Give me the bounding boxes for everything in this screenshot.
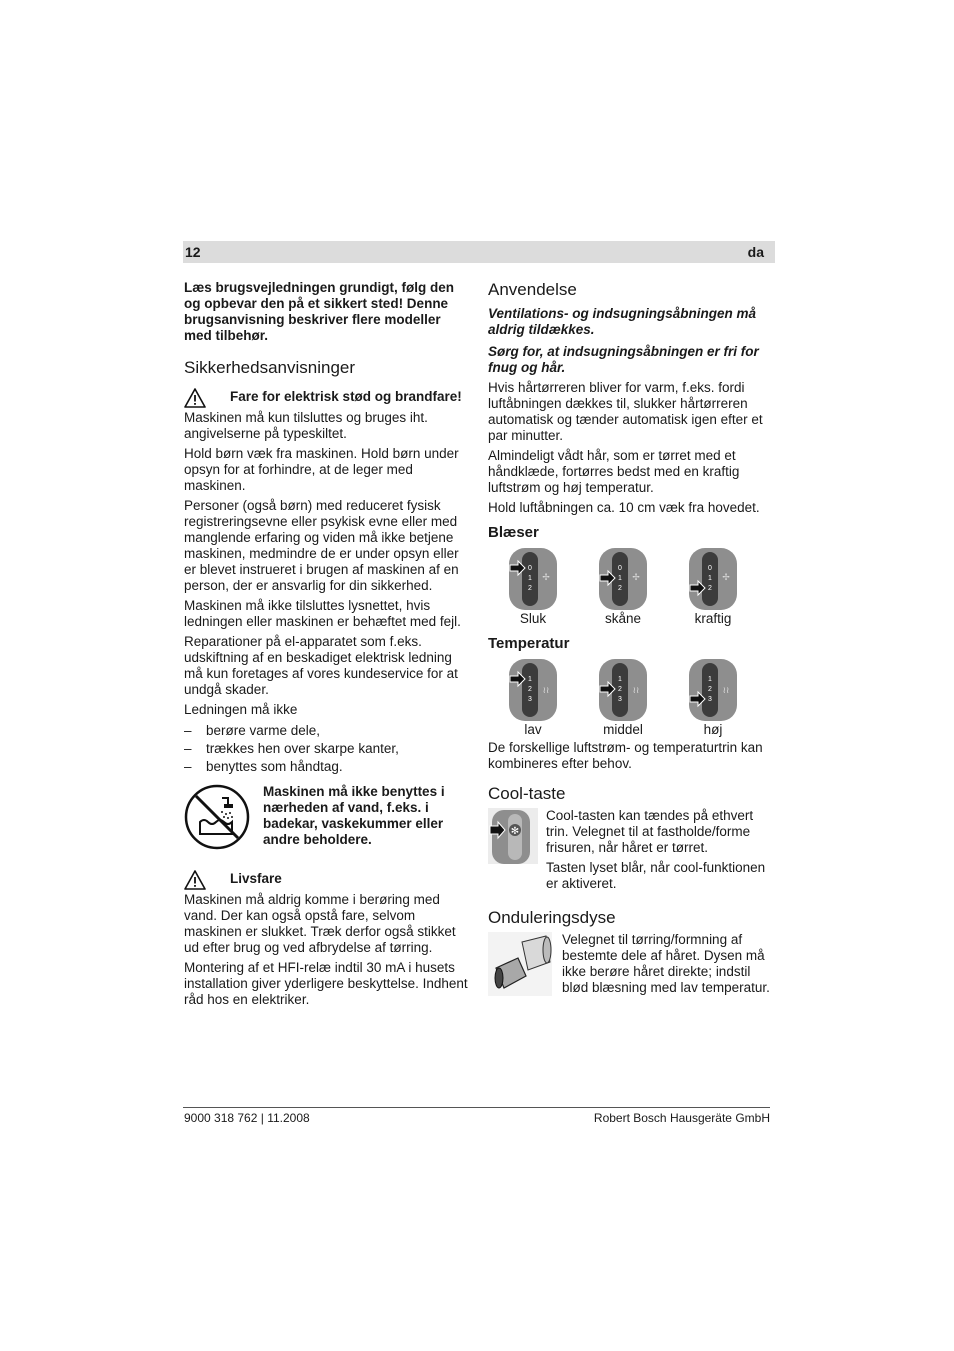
cool-paragraph: Tasten lyset blår, når cool-funktionen er aktiveret. xyxy=(546,860,766,891)
safety-paragraph: Maskinen må aldrig komme i berøring med vand. Der kan også opstå fare, selvom maskinen er slukket. Træk derfor også stikket ud efter brug og ved afbrydelse af tørring. xyxy=(184,892,456,955)
switch-dial-icon xyxy=(508,659,558,721)
svg-text:≀≀: ≀≀ xyxy=(542,686,550,696)
usage-paragraph: Hvis hårtørreren bliver for varm, f.eks. fordi luftåbningen dækkes til, slukker hårtørreren automatisk og tænder automatisk igen efter et par minutter. xyxy=(488,380,763,443)
cool-title: Cool-taste xyxy=(488,784,566,803)
intro-text: Læs brugsvejledningen grundigt, følg den og opbevar den på et sikkert sted! Denne brugsanvisning beskriver flere modeller med tilbehør. xyxy=(184,280,454,343)
cord-list xyxy=(184,722,468,776)
page-number: 12 xyxy=(185,244,201,260)
right-column xyxy=(488,280,775,1012)
svg-text:≀≀: ≀≀ xyxy=(722,686,730,696)
nozzle-text xyxy=(562,932,775,1000)
temperature-dials xyxy=(488,659,758,738)
svg-text:3: 3 xyxy=(618,696,622,703)
blower-label: skåne xyxy=(604,611,642,626)
cool-button-icon xyxy=(488,808,538,864)
safety-paragraph: Hold børn væk fra maskinen. Hold børn under opsyn for at forhindre, at de leger med maskinen. xyxy=(184,446,459,493)
no-water-icon xyxy=(184,784,250,850)
svg-text:1: 1 xyxy=(618,676,622,683)
warning-life xyxy=(184,870,468,890)
svg-text:2: 2 xyxy=(618,585,622,592)
temperature-label: lav xyxy=(524,722,542,737)
blower-label: Sluk xyxy=(519,611,547,626)
svg-text:1: 1 xyxy=(528,575,532,582)
svg-text:1: 1 xyxy=(618,575,622,582)
svg-text:0: 0 xyxy=(528,565,532,572)
footer-divider xyxy=(183,1107,770,1108)
switch-dial-icon xyxy=(688,659,738,721)
blower-label: kraftig xyxy=(694,611,732,626)
svg-text:1: 1 xyxy=(528,676,532,683)
svg-text:≀≀: ≀≀ xyxy=(632,686,640,696)
temperature-dial xyxy=(578,659,668,738)
temperature-dial xyxy=(668,659,758,738)
switch-dial-icon xyxy=(598,548,648,610)
header-bar xyxy=(183,241,775,263)
blower-dials xyxy=(488,548,758,627)
safety-paragraph: Montering af et HFI-relæ indtil 30 mA i husets installation giver yderligere beskyttelse. Indhent råd hos en elektriker. xyxy=(184,960,468,1007)
temperature-label: middel xyxy=(603,722,643,737)
svg-text:3: 3 xyxy=(708,696,712,703)
svg-text:✢: ✢ xyxy=(722,573,730,583)
switch-dial-icon xyxy=(508,548,558,610)
usage-title: Anvendelse xyxy=(488,280,577,299)
temperature-label: høj xyxy=(703,722,723,737)
svg-text:3: 3 xyxy=(528,696,532,703)
cool-text xyxy=(546,808,775,896)
footer-company: Robert Bosch Hausgeräte GmbH xyxy=(593,1111,770,1125)
cool-paragraph: Cool-tasten kan tændes på ethvert trin. Velegnet til at fastholde/forme frisuren, når håret er tørret. xyxy=(546,808,754,855)
footer-doc-number: 9000 318 762 | 11.2008 xyxy=(184,1111,310,1125)
svg-text:2: 2 xyxy=(618,686,622,693)
water-warning xyxy=(184,784,468,850)
warning-triangle-icon xyxy=(184,388,206,408)
language-code: da xyxy=(747,244,764,260)
svg-text:0: 0 xyxy=(618,565,622,572)
svg-text:2: 2 xyxy=(528,585,532,592)
warning-electric-title: Fare for elektrisk stød og brandfare! xyxy=(230,389,462,404)
usage-warning: Sørg for, at indsugningsåbningen er fri for fnug og hår. xyxy=(488,344,759,375)
safety-title: Sikkerhedsanvisninger xyxy=(184,358,356,377)
warning-life-title: Livsfare xyxy=(230,871,282,886)
svg-text:✻: ✻ xyxy=(510,826,520,837)
list-item: – berøre varme dele, xyxy=(184,722,468,740)
svg-text:1: 1 xyxy=(708,676,712,683)
svg-text:✢: ✢ xyxy=(632,573,640,583)
usage-paragraph: Hold luftåbningen ca. 10 cm væk fra hovedet. xyxy=(488,500,760,515)
svg-text:✢: ✢ xyxy=(542,573,550,583)
nozzle-title: Onduleringsdyse xyxy=(488,908,616,927)
combine-text: De forskellige luftstrøm- og temperaturtrin kan kombineres efter behov. xyxy=(488,740,763,771)
warning-triangle-icon xyxy=(184,870,206,890)
safety-paragraph: Reparationer på el-apparatet som f.eks. udskiftning af en beskadiget elektrisk ledning må kun foretages af vores kundeservice for at undgå skader. xyxy=(184,634,458,697)
blower-dial xyxy=(488,548,578,627)
warning-electric xyxy=(184,388,468,408)
blower-dial xyxy=(578,548,668,627)
blower-dial xyxy=(668,548,758,627)
blower-title: Blæser xyxy=(488,524,539,541)
cord-intro: Ledningen må ikke xyxy=(184,702,298,717)
nozzle-icon xyxy=(488,932,552,996)
list-item: – trækkes hen over skarpe kanter, xyxy=(184,740,468,758)
safety-paragraph: Maskinen må ikke tilsluttes lysnettet, hvis ledningen eller maskinen er behæftet med fejl. xyxy=(184,598,461,629)
cool-section xyxy=(488,808,775,896)
svg-text:0: 0 xyxy=(708,565,712,572)
usage-paragraph: Almindeligt vådt hår, som er tørret med et håndklæde, fortørres bedst med en kraftig luftstrøm og høj temperatur. xyxy=(488,448,740,495)
switch-dial-icon xyxy=(688,548,738,610)
safety-paragraph: Personer (også børn) med reduceret fysisk registreringsevne eller psykisk evne eller med manglende erfaring og viden må ikke betjene maskinen, medmindre de er under opsyn eller er blevet instrueret i brugen af maskinen af en person, der er ansvarlig for din sikkerhed. xyxy=(184,498,459,593)
switch-dial-icon xyxy=(598,659,648,721)
usage-warning: Ventilations- og indsugningsåbningen må aldrig tildækkes. xyxy=(488,306,757,337)
svg-text:2: 2 xyxy=(528,686,532,693)
temperature-title: Temperatur xyxy=(488,635,570,652)
svg-text:1: 1 xyxy=(708,575,712,582)
left-column xyxy=(184,280,468,1012)
svg-text:2: 2 xyxy=(708,686,712,693)
list-item: – benyttes som håndtag. xyxy=(184,758,468,776)
svg-text:2: 2 xyxy=(708,585,712,592)
temperature-dial xyxy=(488,659,578,738)
nozzle-section xyxy=(488,932,775,1000)
safety-paragraph: Maskinen må kun tilsluttes og bruges iht. angivelserne på typeskiltet. xyxy=(184,410,428,441)
water-warning-text: Maskinen må ikke benyttes i nærheden af vand, f.eks. i badekar, vaskekummer eller andre beholdere. xyxy=(263,784,445,847)
nozzle-paragraph: Velegnet til tørring/formning af bestemte dele af håret. Dysen må ikke berøre håret direkte; indstil blød blæsning med lav temperatur. xyxy=(562,932,770,995)
